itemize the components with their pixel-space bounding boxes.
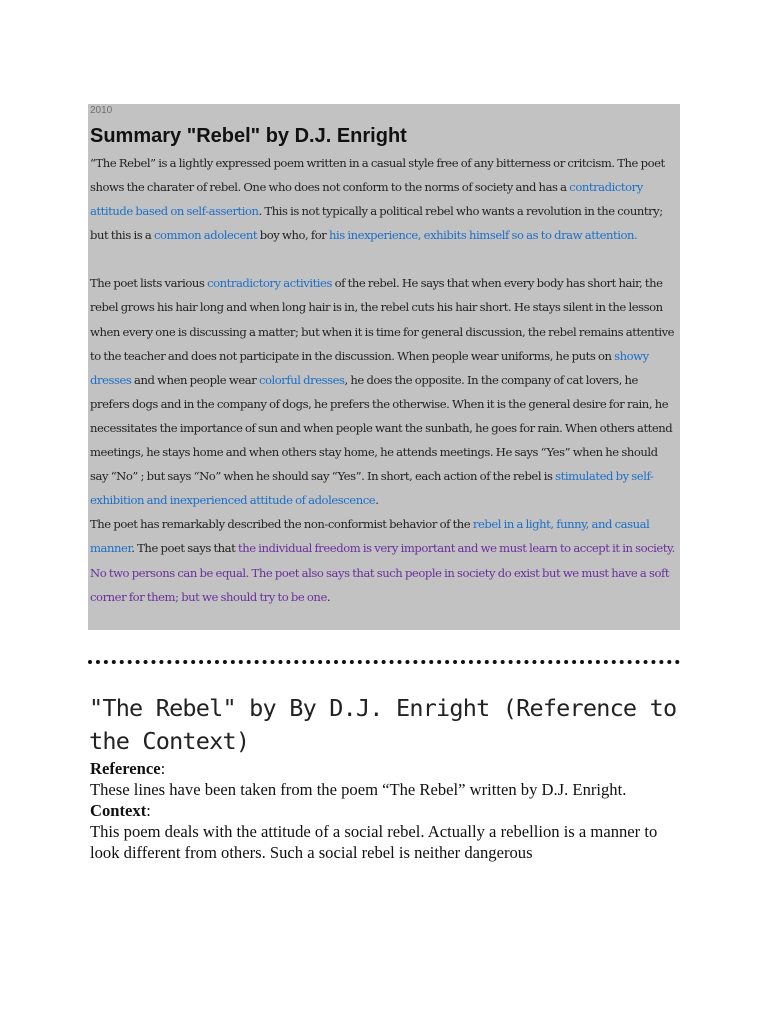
inline-link[interactable]: rebel in a light, funny, and casual manner [90, 517, 650, 556]
inline-link[interactable]: contradictory activities [207, 276, 332, 291]
inline-link[interactable]: common adolecent [153, 228, 258, 243]
context-heading [90, 800, 680, 821]
text-run: The poet lists various [90, 276, 208, 291]
text-run: “The Rebel” is a lightly expressed poem written in a casual style free of any bitterness or critcism. The poet shows the charater of rebel. One who does not conform to the norms of society and has a [90, 156, 665, 195]
text-run: of the rebel. He says that when every body has short hair, the rebel grows his hair long and when long hair is in, the rebel cuts his hair short. He stays silent in the lesson when every one is discussing a matter; but when it is time for general discussion, the rebel remains attentive to the teacher and does not participate in the discussion. When people wear uniforms, he puts on [90, 276, 675, 363]
summary-panel [88, 104, 680, 630]
text-run: . The poet says that [131, 541, 238, 556]
context-title: "The Rebel" by By D.J. Enright (Reference to the Context) [89, 694, 677, 755]
reference-colon: : [160, 759, 166, 778]
reference-text: These lines have been taken from the poem “The Rebel” written by D.J. Enright. [90, 780, 627, 799]
text-run: . [375, 493, 379, 508]
visited-link[interactable]: the individual freedom is very important and we must learn to accept it in society. No two persons can be equal. The poet also says that such people in society do exist but we must have a soft corner for them; but we should try to be one [90, 541, 675, 604]
inline-link[interactable]: stimulated by self-exhibition and inexperienced attitude of adolescence [90, 469, 654, 508]
text-run: . This is not typically a political rebel who wants a revolution in the country; but this is a [90, 204, 663, 243]
inline-link[interactable]: colorful dresses [258, 372, 345, 387]
summary-body [90, 151, 678, 609]
inline-link[interactable]: showy dresses [90, 348, 649, 387]
text-run: and when people wear [131, 372, 259, 387]
context-label: Context [90, 801, 147, 820]
text-run: , he does the opposite. In the company of cat lovers, he prefers dogs and in the company of dogs, he prefers the otherwise. When it is the general desire for rain, he necessitates the importance of sun and when people want the sunbath, he goes for rain. When others attend meetings, he stays home and when others stay home, he attends meetings. He says “Yes” when he should say “No” ; but says “No” when he should say “Yes”. In short, each action of the rebel is [90, 372, 673, 484]
summary-paragraph-2 [90, 271, 678, 512]
dotted-divider [88, 660, 680, 664]
post-year: 2010 [90, 105, 113, 116]
summary-title: Summary "Rebel" by D.J. Enright [90, 125, 407, 147]
text-run: The poet has remarkably described the non-conformist behavior of the [90, 517, 473, 532]
context-text: This poem deals with the attitude of a social rebel. Actually a rebellion is a manner to look different from others. Such a social rebel is neither dangerous [90, 822, 658, 862]
context-body [90, 758, 680, 863]
reference-heading [90, 758, 680, 779]
text-run: boy who, for [257, 228, 329, 243]
inline-link[interactable]: contradictory attitude based on self-assertion [90, 180, 643, 219]
reference-label: Reference [90, 759, 161, 778]
context-colon: : [146, 801, 151, 820]
inline-link[interactable]: his inexperience, exhibits himself so as to draw attention. [328, 228, 638, 243]
paragraph-gap [90, 247, 678, 271]
text-run: . [326, 589, 331, 604]
summary-paragraph-1 [90, 151, 678, 247]
summary-paragraph-3 [90, 512, 678, 608]
